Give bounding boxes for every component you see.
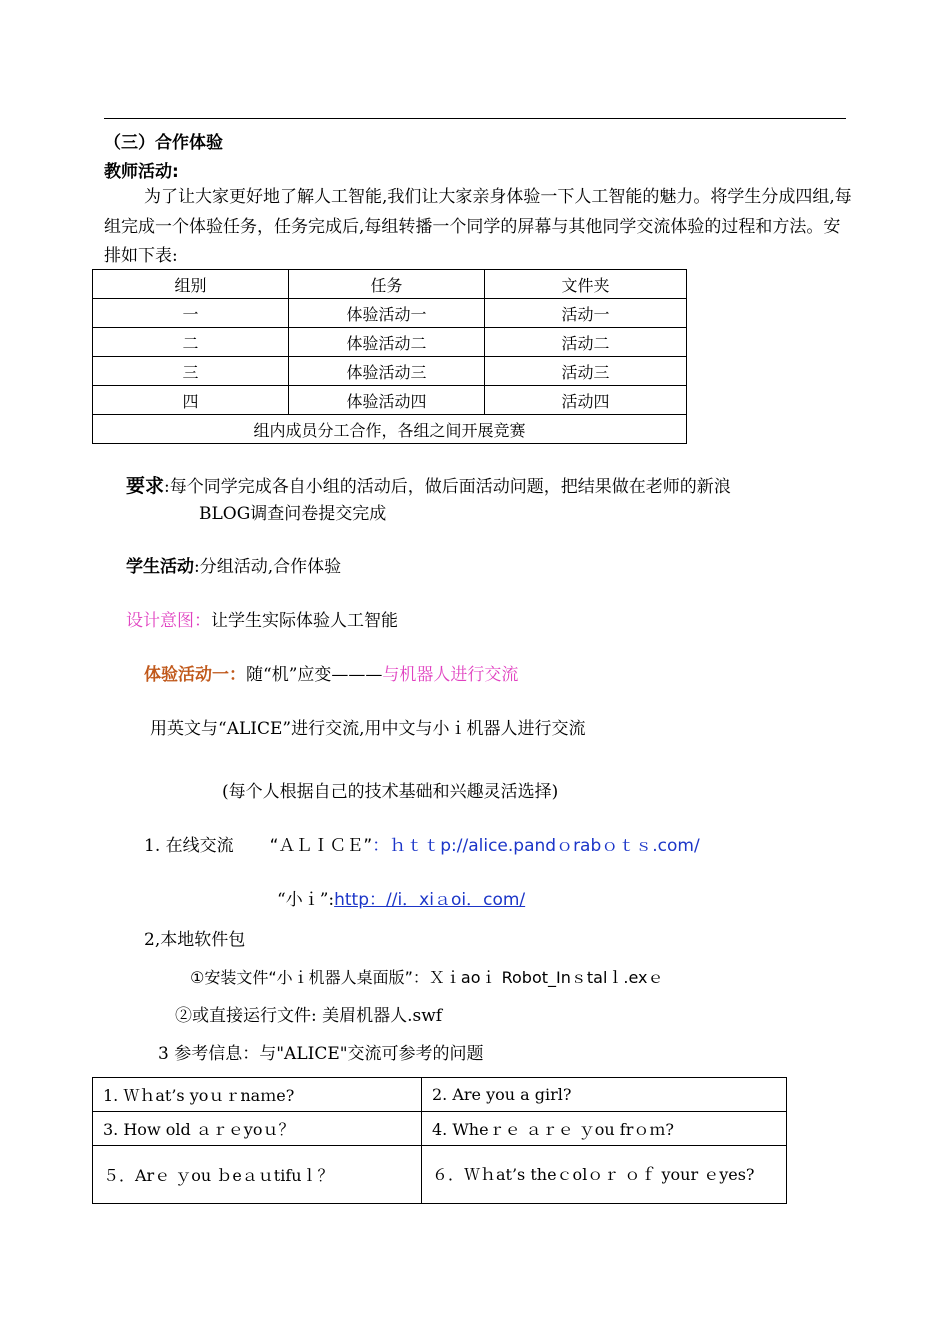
teacher-label: 教师活动: <box>104 162 179 182</box>
local-package-title: 2,本地软件包 <box>144 930 246 950</box>
online-chat-line <box>144 831 700 861</box>
online-prefix: 1. 在线交流 <box>144 836 234 856</box>
table-cell: 三 <box>93 357 289 386</box>
table-cell: 体验活动四 <box>289 386 485 415</box>
table-footer-row <box>93 415 687 444</box>
design-text: 让学生实际体验人工智能 <box>211 611 398 631</box>
activity-one-highlight: 与机器人进行交流 <box>382 665 519 685</box>
table-cell: 体验活动三 <box>289 357 485 386</box>
table-row <box>93 328 687 357</box>
xiaoi-label: “小ｉ”: <box>277 890 335 910</box>
question-cell: 2. Are you a girl? <box>422 1078 787 1112</box>
requirement-label: 要求 <box>126 475 165 497</box>
activity-one-text: 随“机”应变——— <box>246 665 383 685</box>
question-cell: ５．Arｅ ｙou ｂeａｕtifuｌ？ <box>93 1146 422 1204</box>
table-row <box>93 1078 787 1112</box>
activity-one-label: 体验活动一： <box>144 665 246 685</box>
header-rule <box>104 118 846 119</box>
alice-label: “ＡＬＩＣＥ” <box>269 836 373 856</box>
table-cell: 体验活动一 <box>289 299 485 328</box>
header-cell: 文件夹 <box>485 270 687 299</box>
questions-table <box>92 1077 787 1204</box>
xiaoi-line <box>277 885 525 915</box>
run-file-line: ②或直接运行文件: 美眉机器人.swf <box>175 1006 443 1026</box>
table-cell: 二 <box>93 328 289 357</box>
choice-note: (每个人根据自己的技术基础和兴趣灵活选择) <box>222 782 559 802</box>
table-cell: 四 <box>93 386 289 415</box>
student-activity-line <box>126 552 341 582</box>
table-cell: 活动一 <box>485 299 687 328</box>
table-footer: 组内成员分工合作，各组之间开展竞赛 <box>93 415 687 444</box>
table-cell: 一 <box>93 299 289 328</box>
question-cell: 4. Wheｒｅ ａｒｅ ｙou frｏｍ? <box>422 1112 787 1146</box>
question-cell: 3. How old ａｒｅyoｕ？ <box>93 1112 422 1146</box>
english-chat-line: 用英文与“ALICE”进行交流,用中文与小ｉ机器人进行交流 <box>150 719 586 739</box>
activity-one-line <box>144 660 518 690</box>
table-cell: 活动二 <box>485 328 687 357</box>
table-cell: 活动三 <box>485 357 687 386</box>
requirement-text-2: BLOG调查问卷提交完成 <box>199 504 387 524</box>
reference-title: 3 参考信息：与"ALICE"交流可参考的问题 <box>158 1044 484 1064</box>
requirement-text: :每个同学完成各自小组的活动后，做后面活动问题，把结果做在老师的新浪 <box>164 477 731 497</box>
alice-url[interactable]: ：ｈｔｔp://alice.pandｏrabｏｔｓ.com/ <box>372 836 700 856</box>
question-cell: ６．Ｗｈat’s theｃolｏｒ ｏｆ your ｅyes? <box>422 1146 787 1204</box>
table-row <box>93 1146 787 1204</box>
header-cell: 组别 <box>93 270 289 299</box>
table-cell: 活动四 <box>485 386 687 415</box>
section-title: （三）合作体验 <box>104 133 223 153</box>
table-header-row <box>93 270 687 299</box>
student-text: :分组活动,合作体验 <box>194 557 342 577</box>
question-cell: 1. Ｗｈat’s yoｕｒnaｍe? <box>93 1078 422 1112</box>
table-row <box>93 299 687 328</box>
requirement-line <box>126 471 731 502</box>
table-cell: 体验活动二 <box>289 328 485 357</box>
group-table <box>92 269 687 444</box>
teacher-paragraph: 为了让大家更好地了解人工智能,我们让大家亲身体验一下人工智能的魅力。将学生分成四组,每组完成一个体验任务，任务完成后,每组转播一个同学的屏幕与其他同学交流体验的过程和方法。安排如下表: <box>104 187 852 266</box>
design-intent-line <box>126 606 398 636</box>
xiaoi-link[interactable]: http：//i．xiａoi．com/ <box>334 890 526 910</box>
header-cell: 任务 <box>289 270 485 299</box>
student-label: 学生活动 <box>126 557 194 577</box>
install-file-line: ①安装文件“小ｉ机器人桌面版”：Ｘｉaoｉ Robot_Inｓtalｌ.exｅ <box>190 968 664 987</box>
table-row <box>93 386 687 415</box>
table-row <box>93 1112 787 1146</box>
design-label: 设计意图： <box>126 611 211 631</box>
table-row <box>93 357 687 386</box>
